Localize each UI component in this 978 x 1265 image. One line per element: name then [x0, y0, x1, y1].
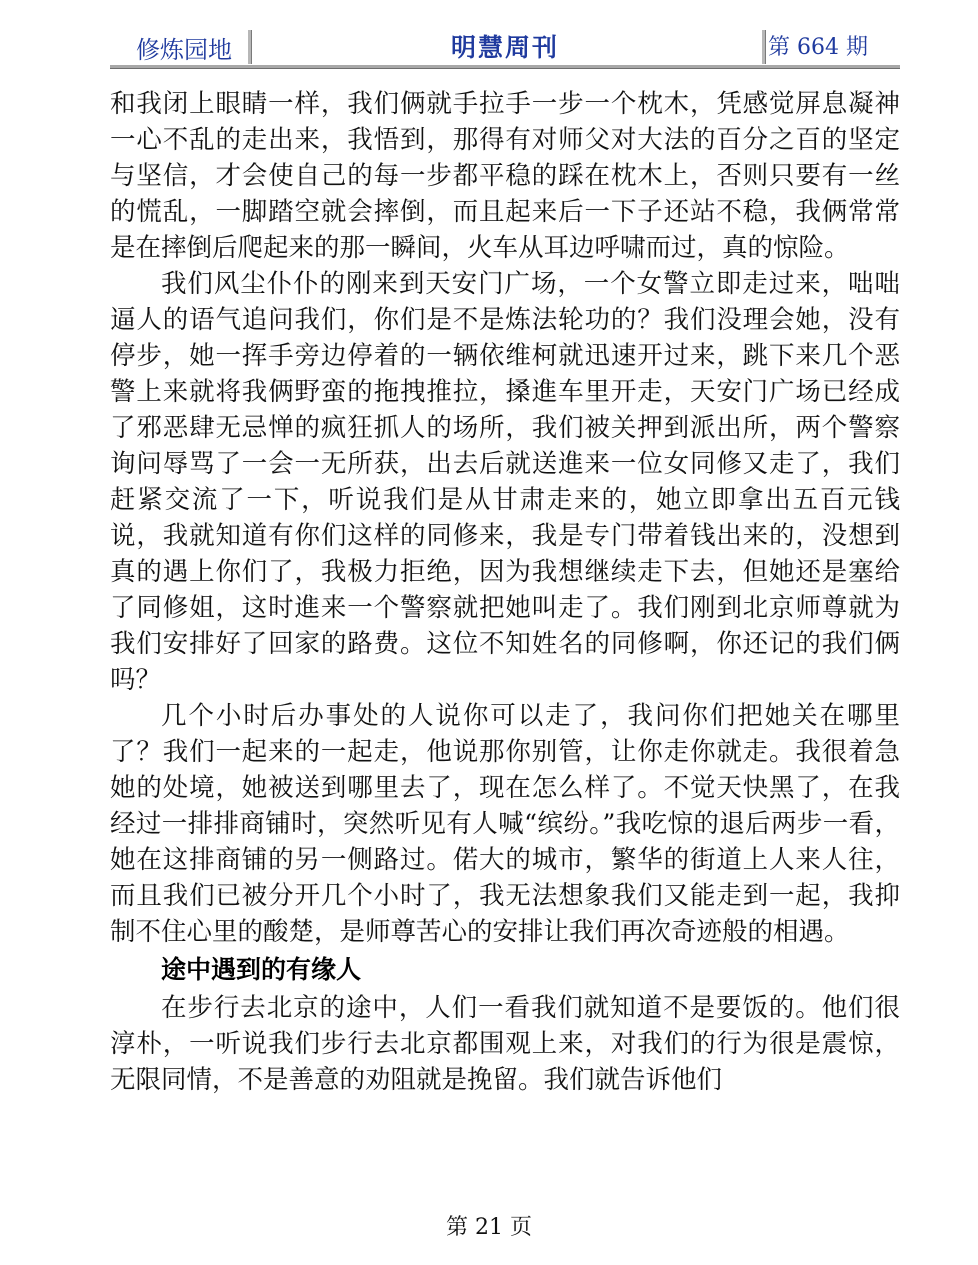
header-divider-right	[762, 30, 766, 64]
paragraph-2: 我们风尘仆仆的刚来到天安门广场，一个女警立即走过来，咄咄逼人的语气追问我们，你们是不是炼法轮功的？我们没理会她，没有停步，她一挥手旁边停着的一辆依维柯就迅速开过来，跳下来几个恶警上来就将我俩野蛮的拖拽推拉，搡進车里开走，天安门广场已经成了邪恶肆无忌惮的疯狂抓人的场所，我们被关押到派出所，两个警察询问辱骂了一会一无所获，出去后就送進来一位女同修又走了，我们赶紧交流了一下，听说我们是从甘肃走来的，她立即拿出五百元钱说，我就知道有你们这样的同修来，我是专门带着钱出来的，没想到真的遇上你们了，我极力拒绝，因为我想继续走下去，但她还是塞给了同修姐，这时進来一个警察就把她叫走了。我们刚到北京师尊就为我们安排好了回家的路费。这位不知姓名的同修啊，你还记的我们俩吗？	[110, 269, 900, 695]
article-body	[110, 86, 900, 1098]
header-rule	[110, 65, 900, 69]
page-number: 第 21 页	[446, 1215, 532, 1240]
section-title: 修炼园地	[136, 36, 232, 64]
page-header	[110, 24, 900, 68]
paragraph-4: 在步行去北京的途中，人们一看我们就知道不是要饭的。他们很淳朴，一听说我们步行去北京都围观上来，对我们的行为很是震惊，无限同情，不是善意的劝阻就是挽留。我们就告诉他们	[110, 993, 900, 1095]
publication-title: 明慧周刊	[450, 33, 559, 62]
issue-number: 第 664 期	[768, 35, 868, 60]
section-subheading: 途中遇到的有缘人	[161, 955, 362, 984]
paragraph-3: 几个小时后办事处的人说你可以走了，我问你们把她关在哪里了？我们一起来的一起走，他说那你别管，让你走你就走。我很着急她的处境，她被送到哪里去了，现在怎么样了。不觉天快黑了，在我经过一排排商铺时，突然听见有人喊“缤纷。”我吃惊的退后两步一看，她在这排商铺的另一侧路过。偌大的城市，繁华的街道上人来人往，而且我们已被分开几个小时了，我无法想象我们又能走到一起，我抑制不住心里的酸楚，是师尊苦心的安排让我们再次奇迹般的相遇。	[110, 701, 900, 947]
paragraph-1: 和我闭上眼睛一样，我们俩就手拉手一步一个枕木，凭感觉屏息凝神一心不乱的走出来，我悟到，那得有对师父对大法的百分之百的坚定与坚信，才会使自己的每一步都平稳的踩在枕木上，否则只要有一丝的慌乱，一脚踏空就会摔倒，而且起来后一下子还站不稳，我俩常常是在摔倒后爬起来的那一瞬间，火车从耳边呼啸而过，真的惊险。	[110, 89, 900, 263]
